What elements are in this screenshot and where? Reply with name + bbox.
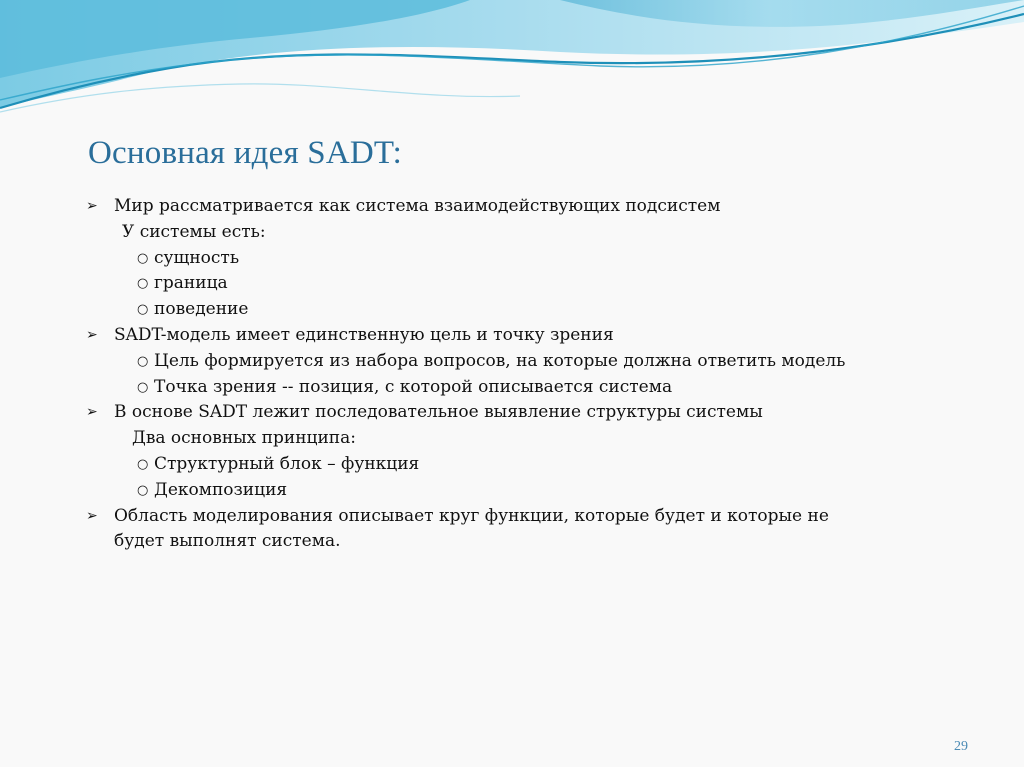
sub-bullet-item [84,246,944,272]
sub-heading [84,220,944,246]
sub-bullet-text: сущность [154,247,240,268]
page-number: 29 [954,739,968,754]
sub-heading [84,426,944,452]
sub-bullet-text: Структурный блок – функция [154,453,420,474]
circle-bullet-icon: ○ [137,456,149,472]
bullet-continuation-text: будет выполнят система. [114,531,341,552]
circle-bullet-icon: ○ [137,379,149,395]
bullet-text: Мир рассматривается как система взаимодействующих подсистем [114,196,721,216]
bullet-item [84,504,944,530]
circle-bullet-icon: ○ [137,250,149,266]
bullet-text: В основе SADT лежит последовательное выявление структуры системы [114,402,763,423]
slide-title: Основная идея SADT: [88,135,402,171]
bullet-text: Область моделирования описывает круг функции, которые будет и которые не [114,505,829,526]
sub-bullet-text: Точка зрения -- позиция, с которой описывается система [154,376,673,397]
sub-bullet-item [84,297,944,323]
bullet-item [84,400,944,426]
sub-bullet-item [84,271,944,297]
sub-bullet-item [84,349,944,375]
sub-bullet-text: поведение [154,299,249,320]
sub-bullet-item [84,375,944,401]
sub-bullet-item [84,452,944,478]
arrow-bullet-icon: ➢ [86,404,98,421]
decorative-wave-header [0,0,1024,130]
bullet-item [84,323,944,349]
bullet-item [84,194,944,220]
sub-heading-text: Два основных принципа: [132,428,357,449]
sub-bullet-text: Цель формируется из набора вопросов, на которые должна ответить модель [154,350,846,371]
circle-bullet-icon: ○ [137,302,149,318]
arrow-bullet-icon: ➢ [86,507,98,524]
bullet-list [84,194,944,555]
sub-bullet-text: Декомпозиция [154,479,288,500]
circle-bullet-icon: ○ [137,482,149,498]
sub-bullet-text: граница [154,273,228,294]
sub-heading-text: У системы есть: [122,221,266,242]
arrow-bullet-icon: ➢ [86,198,98,214]
circle-bullet-icon: ○ [137,353,149,369]
bullet-continuation [84,529,944,555]
circle-bullet-icon: ○ [137,276,149,292]
bullet-text: SADT-модель имеет единственную цель и точку зрения [114,324,614,345]
arrow-bullet-icon: ➢ [86,326,98,343]
sub-bullet-item [84,478,944,504]
